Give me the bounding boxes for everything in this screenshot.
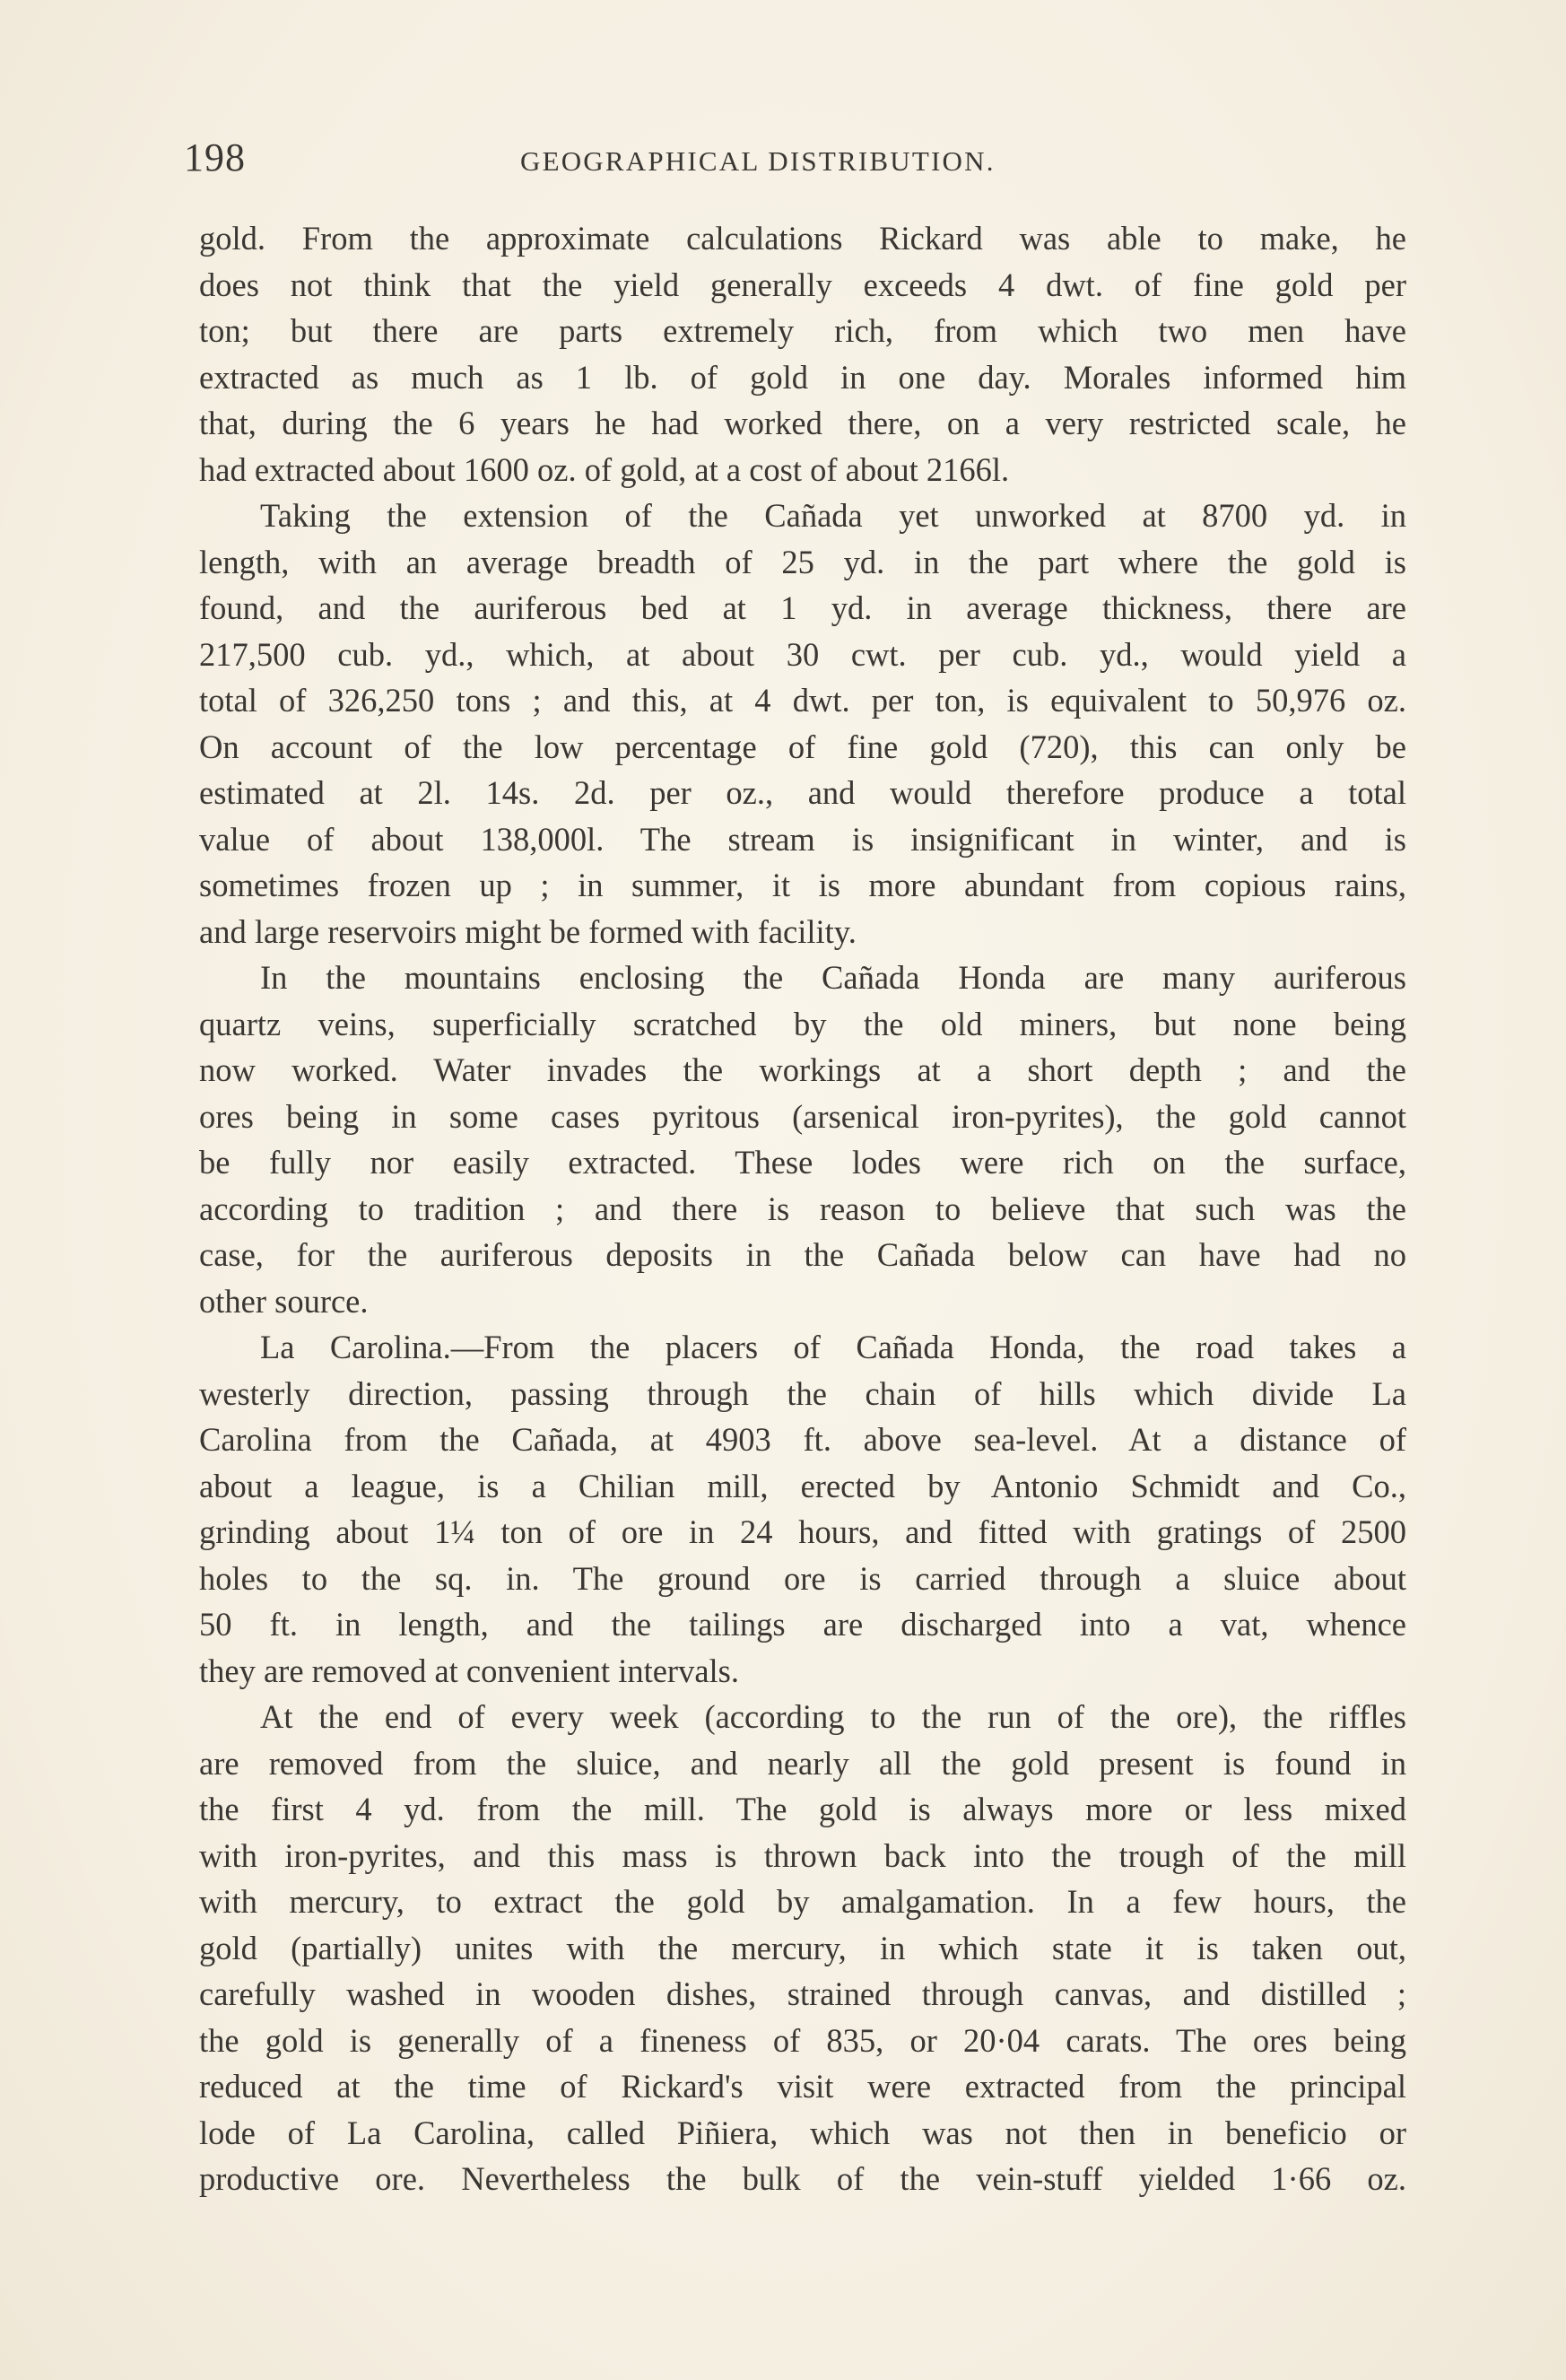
text-line: now worked. Water invades the workings at a short depth ; and the — [199, 1051, 1406, 1088]
text-line: In the mountains enclosing the Cañada Honda are many auriferous — [260, 959, 1406, 996]
text-line: quartz veins, superficially scratched by the old miners, but none being — [199, 1005, 1406, 1042]
text-line: reduced at the time of Rickard's visit were extracted from the principal — [199, 2068, 1406, 2105]
text-line: estimated at 2l. 14s. 2d. per oz., and would therefore produce a total — [199, 774, 1406, 811]
text-line: according to tradition ; and there is reason to believe that such was the — [199, 1190, 1406, 1227]
text-line: are removed from the sluice, and nearly all the gold present is found in — [199, 1744, 1406, 1782]
text-line: productive ore. Nevertheless the bulk of the vein-stuff yielded 1·66 oz. — [199, 2160, 1406, 2197]
text-line: On account of the low percentage of fine gold (720), this can only be — [199, 728, 1406, 765]
text-line: that, during the 6 years he had worked there, on a very restricted scale, he — [199, 405, 1406, 441]
text-line: about a league, is a Chilian mill, erected by Antonio Schmidt and Co., — [199, 1467, 1406, 1504]
body-text — [199, 215, 1406, 2202]
text-line: 217,500 cub. yd., which, at about 30 cwt. per cub. yd., would yield a — [199, 635, 1406, 673]
running-head: GEOGRAPHICAL DISTRIBUTION. — [520, 145, 996, 177]
text-line: ton; but there are parts extremely rich, from which two men have — [199, 312, 1406, 349]
text-line: gold (partially) unites with the mercury, in which state it is taken out, — [199, 1929, 1406, 1966]
text-line: case, for the auriferous deposits in the Cañada below can have had no — [199, 1236, 1406, 1273]
text-line: 50 ft. in length, and the tailings are discharged into a vat, whence — [199, 1606, 1406, 1643]
text-line: extracted as much as 1 lb. of gold in one day. Morales informed him — [199, 358, 1406, 396]
text-line: At the end of every week (according to the run of the ore), the riffles — [260, 1698, 1406, 1735]
text-line: other source. — [199, 1282, 369, 1320]
text-line: with mercury, to extract the gold by amalgamation. In a few hours, the — [199, 1883, 1406, 1920]
text-line: grinding about 1¼ ton of ore in 24 hours, and fitted with gratings of 2500 — [199, 1513, 1406, 1550]
text-line: found, and the auriferous bed at 1 yd. in average thickness, there are — [199, 589, 1406, 626]
text-line: does not think that the yield generally exceeds 4 dwt. of fine gold per — [199, 266, 1406, 303]
text-line: La Carolina.—From the placers of Cañada Honda, the road takes a — [260, 1329, 1406, 1365]
text-line: total of 326,250 tons ; and this, at 4 dwt. per ton, is equivalent to 50,976 oz. — [199, 682, 1406, 719]
text-line: gold. From the approximate calculations Rickard was able to make, he — [199, 220, 1406, 257]
text-line: lode of La Carolina, called Piñiera, which was not then in beneficio or — [199, 2114, 1406, 2151]
text-line: holes to the sq. in. The ground ore is carried through a sluice about — [199, 1559, 1406, 1597]
text-line: ores being in some cases pyritous (arsenical iron-pyrites), the gold cannot — [199, 1097, 1406, 1135]
text-line: they are removed at convenient intervals. — [199, 1652, 740, 1689]
text-line: carefully washed in wooden dishes, strained through canvas, and distilled ; — [199, 1975, 1406, 2012]
text-line: Taking the extension of the Cañada yet unworked at 8700 yd. in — [260, 497, 1406, 534]
text-line: sometimes frozen up ; in summer, it is more abundant from copious rains, — [199, 867, 1406, 903]
page-header — [184, 135, 1413, 188]
text-line: westerly direction, passing through the chain of hills which divide La — [199, 1374, 1406, 1412]
text-line: Carolina from the Cañada, at 4903 ft. above sea-level. At a distance of — [199, 1421, 1406, 1458]
text-line: length, with an average breadth of 25 yd. in the part where the gold is — [199, 543, 1406, 580]
page-number: 198 — [184, 135, 246, 179]
text-line: the first 4 yd. from the mill. The gold is always more or less mixed — [199, 1791, 1406, 1827]
text-line: value of about 138,000l. The stream is insignificant in winter, and is — [199, 820, 1406, 858]
text-line: and large reservoirs might be formed with facility. — [199, 912, 857, 950]
text-line: with iron-pyrites, and this mass is thrown back into the trough of the mill — [199, 1836, 1406, 1874]
text-line: had extracted about 1600 oz. of gold, at a cost of about 2166l. — [199, 450, 1010, 488]
text-line: be fully nor easily extracted. These lodes were rich on the surface, — [199, 1144, 1406, 1181]
text-line: the gold is generally of a fineness of 835, or 20·04 carats. The ores being — [199, 2021, 1406, 2059]
